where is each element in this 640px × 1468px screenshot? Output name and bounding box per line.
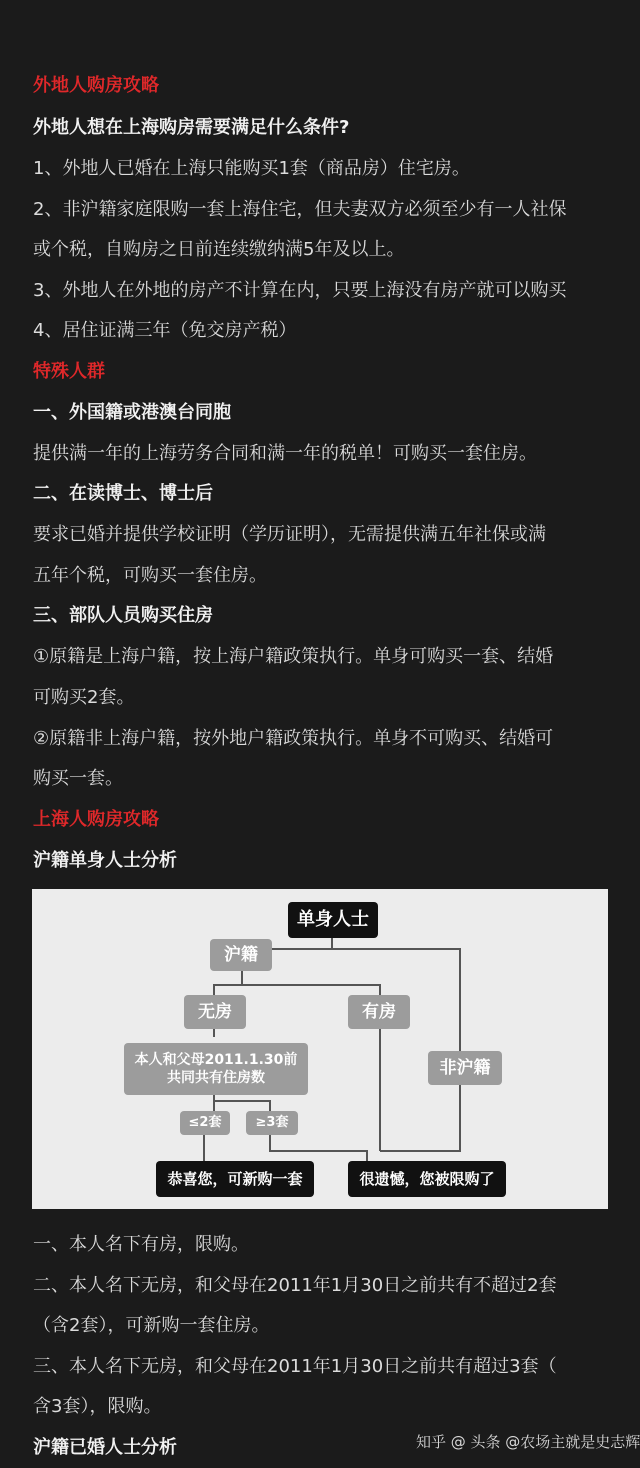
watermark: 知乎 @ 头条 @农场主就是史志辉 xyxy=(416,1433,640,1451)
special-1-heading: 一、外国籍或港澳台同胞 xyxy=(33,402,231,423)
married-analysis-heading: 沪籍已婚人士分析 xyxy=(33,1437,177,1458)
node-le-2: ≤2套 xyxy=(180,1111,230,1135)
condition-2-line-1: 2、非沪籍家庭限购一套上海住宅，但夫妻双方必须至少有一人社保 xyxy=(33,199,567,220)
node-hu-registered: 沪籍 xyxy=(210,939,272,971)
condition-3: 3、外地人在外地的房产不计算在内，只要上海没有房产就可以购买 xyxy=(33,280,567,301)
special-2-line-1: 要求已婚并提供学校证明（学历证明），无需提供满五年社保或满 xyxy=(33,524,546,545)
single-point-2-line-1: 二、本人名下无房，和父母在2011年1月30日之前共有不超过2套 xyxy=(33,1275,557,1296)
node-single: 单身人士 xyxy=(288,902,378,938)
single-point-3-line-2: 含3套），限购。 xyxy=(33,1396,162,1417)
question-heading: 外地人想在上海购房需要满足什么条件? xyxy=(33,117,350,138)
section-heading-special: 特殊人群 xyxy=(33,361,105,382)
special-3-heading: 三、部队人员购买住房 xyxy=(33,605,213,626)
special-2-heading: 二、在读博士、博士后 xyxy=(33,483,213,504)
single-point-2-line-2: （含2套），可新购一套住房。 xyxy=(33,1315,270,1336)
node-non-hu: 非沪籍 xyxy=(428,1051,502,1085)
node-ge-3: ≥3套 xyxy=(246,1111,298,1135)
condition-2-line-2: 或个税，自购房之日前连续缴纳满5年及以上。 xyxy=(33,239,405,260)
special-2-line-2: 五年个税，可购买一套住房。 xyxy=(33,565,267,586)
condition-4: 4、居住证满三年（免交房产税） xyxy=(33,320,297,341)
section-heading-nonlocal: 外地人购房攻略 xyxy=(33,75,159,96)
node-no-house: 无房 xyxy=(184,995,246,1029)
special-3b-line-1: ②原籍非上海户籍，按外地户籍政策执行。单身不可购买、结婚可 xyxy=(33,728,554,749)
node-restricted: 很遗憾，您被限购了 xyxy=(348,1161,506,1197)
special-3b-line-2: 购买一套。 xyxy=(33,768,123,789)
section-heading-shanghai: 上海人购房攻略 xyxy=(33,809,159,830)
special-3a-line-2: 可购买2套。 xyxy=(33,687,135,708)
node-has-house: 有房 xyxy=(348,995,410,1029)
single-analysis-heading: 沪籍单身人士分析 xyxy=(33,850,177,871)
single-point-3-line-1: 三、本人名下无房，和父母在2011年1月30日之前共有超过3套（ xyxy=(33,1356,557,1377)
flowchart-image xyxy=(32,889,608,1209)
node-house-count-question: 本人和父母2011.1.30前 共同共有住房数 xyxy=(124,1043,308,1095)
special-1-text: 提供满一年的上海劳务合同和满一年的税单！可购买一套住房。 xyxy=(33,443,537,464)
condition-1: 1、外地人已婚在上海只能购买1套（商品房）住宅房。 xyxy=(33,158,470,179)
single-point-1: 一、本人名下有房，限购。 xyxy=(33,1234,249,1255)
special-3a-line-1: ①原籍是上海户籍，按上海户籍政策执行。单身可购买一套、结婚 xyxy=(33,646,554,667)
node-allowed: 恭喜您，可新购一套 xyxy=(156,1161,314,1197)
